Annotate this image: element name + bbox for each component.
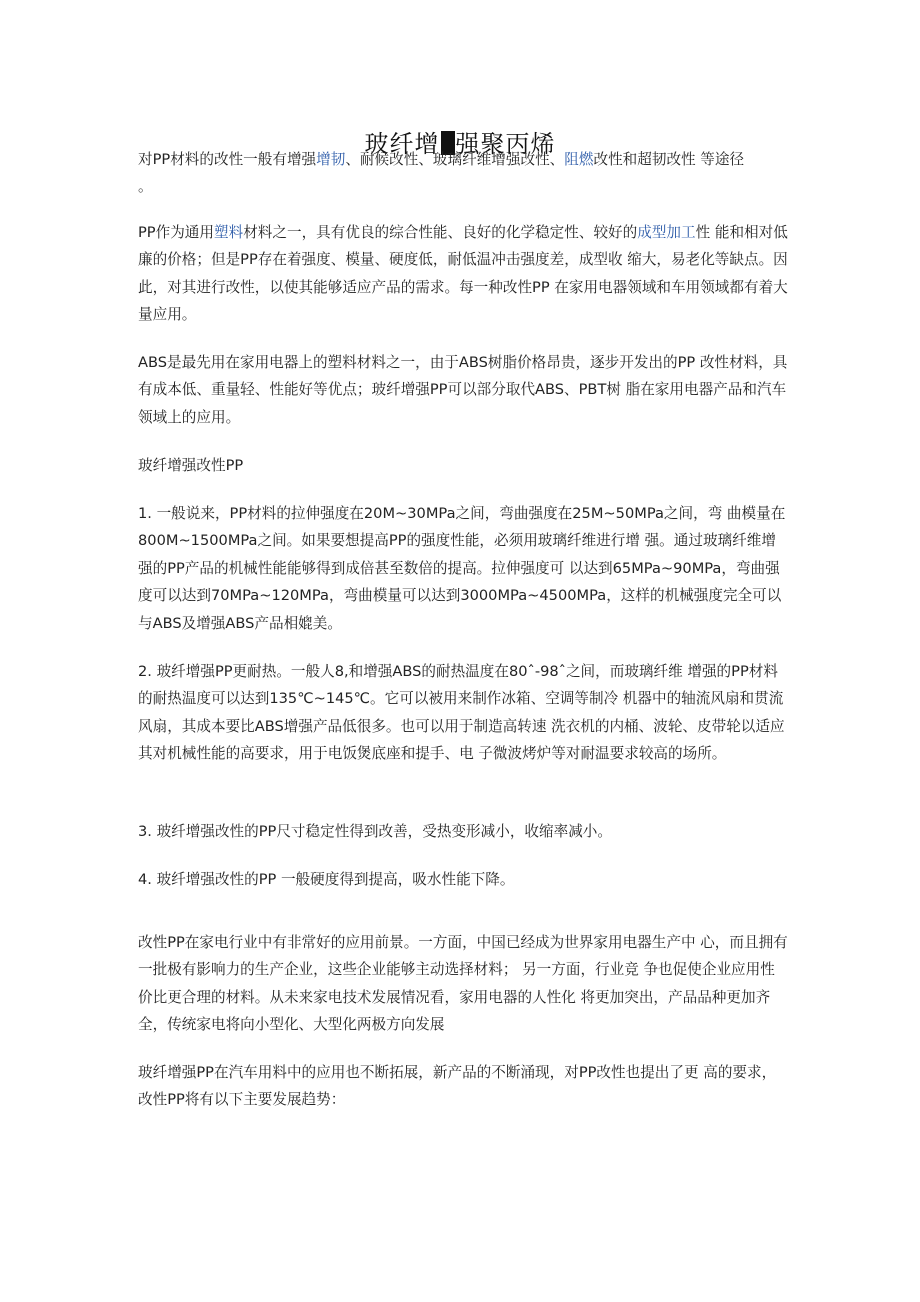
list-item-strength: 1. 一般说来，PP材料的拉伸强度在20M~30MPa之间，弯曲强度在25M~50MPa之间，弯 曲模量在800M~1500MPa之间。如果要想提高PP的强度性能，必须用玻璃纤维进行增 强。通过玻璃纤维增强的PP产品的机械性能能够得到成倍甚至数倍的提高。拉伸强度可 以达到65MPa~90MPa，弯曲强度可以达到70MPa~120MPa，弯曲模量可以达到3000MPa~4500MPa，这样的机械强度完全可以与ABS及增强ABS产品相媲美。 bbox=[138, 505, 786, 632]
list-item-dimensional-stability: 3. 玻纤增强改性的PP尺寸稳定性得到改善，受热变形减小，收缩率减小。 bbox=[138, 823, 612, 840]
paragraph-text: 材料之一，具有优良的综合性能、良好的化学稳定性、较好的 bbox=[243, 224, 638, 241]
list-item-heat-resistance: 2. 玻纤增强PP更耐热。一般人8,和增强ABS的耐热温度在80ˆ-98ˆ之间，而玻璃纤维 增强的PP材料的耐热温度可以达到135℃~145℃。它可以被用来制作冰箱、空调等制冷 机器中的轴流风扇和贯流风扇，其成本要比ABS增强产品低很多。也可以用于制造高转速 洗衣机的内桶、波轮、皮带轮以适应其对机械性能的高要求，用于电饭煲底座和提手、电 子微波烤炉等对耐温要求较高的场所。 bbox=[138, 663, 785, 763]
paragraph-text: 对PP材料的改性一般有增强 bbox=[138, 151, 317, 168]
paragraph-automotive-trends: 玻纤增强PP在汽车用料中的应用也不断拓展，新产品的不断涌现，对PP改性也提出了更 高的要求，改性PP将有以下主要发展趋势： bbox=[138, 1064, 777, 1109]
link-toughening[interactable]: 增韧 bbox=[316, 151, 346, 168]
link-molding-processing[interactable]: 成型加工 bbox=[637, 224, 696, 241]
paragraph-text: 、耐候改性、玻璃纤维增强改性、 bbox=[345, 151, 565, 168]
link-plastics[interactable]: 塑料 bbox=[213, 224, 244, 241]
paragraph-intro bbox=[138, 146, 788, 201]
paragraph-text: 。 bbox=[138, 178, 153, 196]
title-text-end: 强聚丙烯 bbox=[455, 130, 556, 159]
link-flame-retardant[interactable]: 阻燃 bbox=[564, 151, 594, 168]
section-heading: 玻纤增强改性PP bbox=[138, 457, 244, 474]
paragraph-pp-overview bbox=[138, 219, 788, 329]
paragraph-text: PP作为通用 bbox=[138, 224, 214, 241]
list-item-hardness: 4. 玻纤增强改性的PP 一般硬度得到提高，吸水性能下降。 bbox=[138, 871, 515, 888]
title-text-start: 玻纤增 bbox=[364, 130, 440, 159]
paragraph-abs-comparison: ABS是最先用在家用电器上的塑料材料之一，由于ABS树脂价格昂贵，逐步开发出的PP 改性材料，具有成本低、重量轻、性能好等优点；玻纤增强PP可以部分取代ABS、PBT树 脂在家用电器产品和汽车领域上的应用。 bbox=[138, 354, 788, 426]
paragraph-appliance-outlook: 改性PP在家电行业中有非常好的应用前景。一方面，中国已经成为世界家用电器生产中 心，而且拥有一批极有影响力的生产企业，这些企业能够主动选择材料； 另一方面，行业竞 争也促使企业应用性价比更合理的材料。从未来家电技术发展情况看，家用电器的人性化 将更加突出，产品品种更加齐全，传统家电将向小型化、大型化两极方向发展 bbox=[138, 934, 788, 1034]
paragraph-text: 性 能和相对低廉的价格；但是PP存在着强度、模量、硬度低，耐低温冲击强度差，成型收 缩大，易老化等缺点。因此，对其进行改性，以使其能够适应产品的需求。每一种改性PP 在家用电器领域和车用领域都有着大量应用。 bbox=[138, 224, 788, 324]
paragraph-text: 改性和超韧改性 等途径 bbox=[593, 151, 745, 168]
